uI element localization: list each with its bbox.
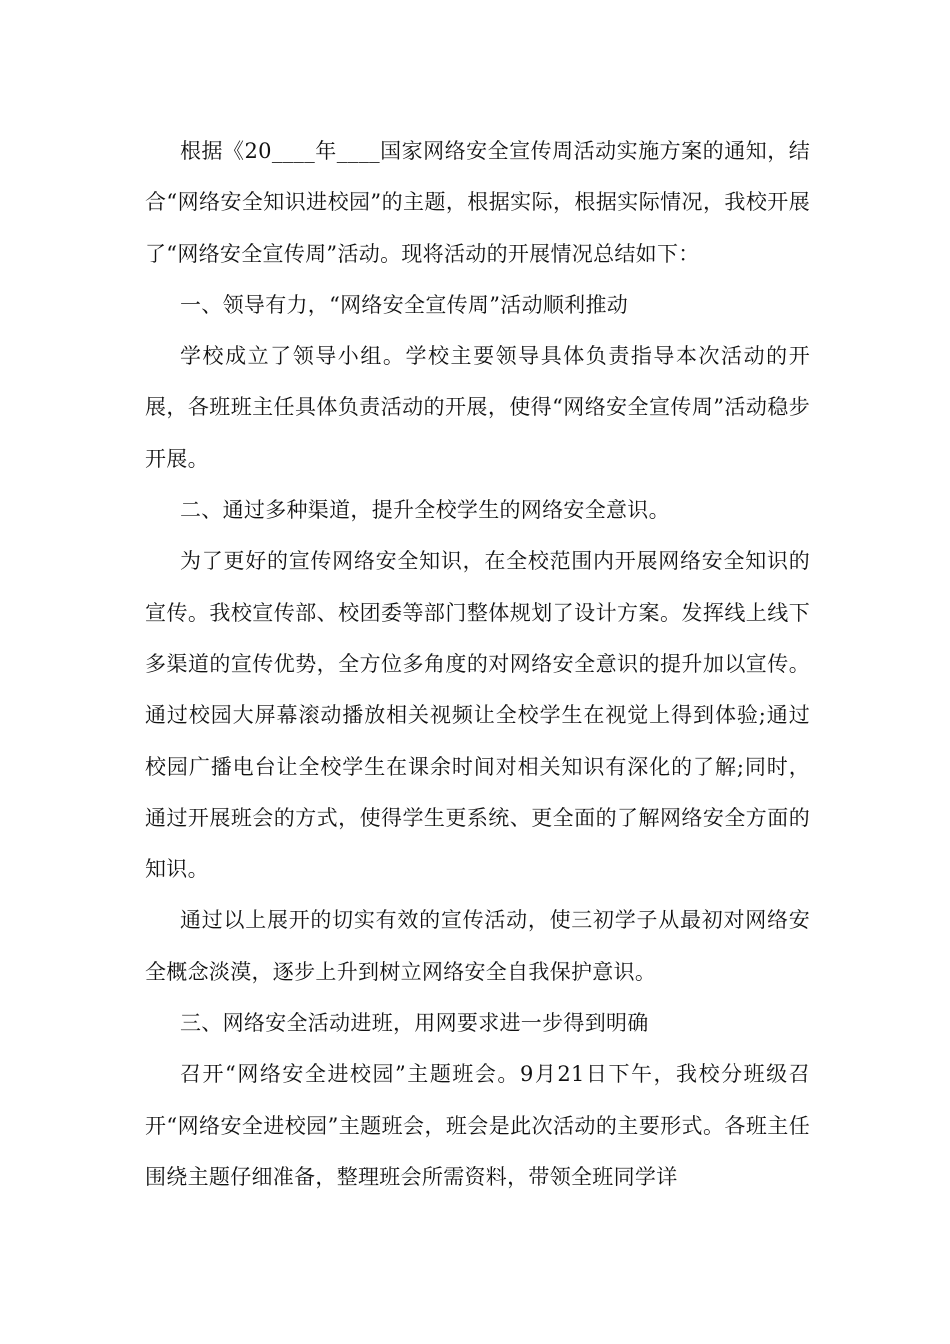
document-body bbox=[145, 126, 810, 1203]
section-heading-3: 三、网络安全活动进班，用网要求进一步得到明确 bbox=[180, 1011, 649, 1036]
section-heading-1: 一、领导有力，“网络安全宣传周”活动顺利推动 bbox=[180, 292, 629, 317]
section-2-paragraph-1: 为了更好的宣传网络安全知识，在全校范围内开展网络安全知识的宣传。我校宣传部、校团委等部门整体规划了设计方案。发挥线上线下多渠道的宣传优势，全方位多角度的对网络安全意识的提升加以宣传。通过校园大屏幕滚动播放相关视频让全校学生在视觉上得到体验;通过校园广播电台让全校学生在课余时间对相关知识有深化的了解;同时，通过开展班会的方式，使得学生更系统、更全面的了解网络安全方面的知识。 bbox=[145, 549, 810, 882]
intro-paragraph: 根据《20____年____国家网络安全宣传周活动实施方案的通知，结合“网络安全知识进校园”的主题，根据实际，根据实际情况，我校开展了“网络安全宣传周”活动。现将活动的开展情况总结如下： bbox=[145, 139, 810, 266]
section-heading-2: 二、通过多种渠道，提升全校学生的网络安全意识。 bbox=[180, 498, 670, 523]
section-1-paragraph: 学校成立了领导小组。学校主要领导具体负责指导本次活动的开展，各班班主任具体负责活动的开展，使得“网络安全宣传周”活动稳步开展。 bbox=[145, 344, 810, 471]
section-2-paragraph-2: 通过以上展开的切实有效的宣传活动，使三初学子从最初对网络安全概念淡漠，逐步上升到树立网络安全自我保护意识。 bbox=[145, 908, 810, 984]
section-3-paragraph: 召开“网络安全进校园”主题班会。9月21日下午，我校分班级召开“网络安全进校园”主题班会，班会是此次活动的主要形式。各班主任围绕主题仔细准备，整理班会所需资料，带领全班同学详 bbox=[145, 1062, 810, 1189]
